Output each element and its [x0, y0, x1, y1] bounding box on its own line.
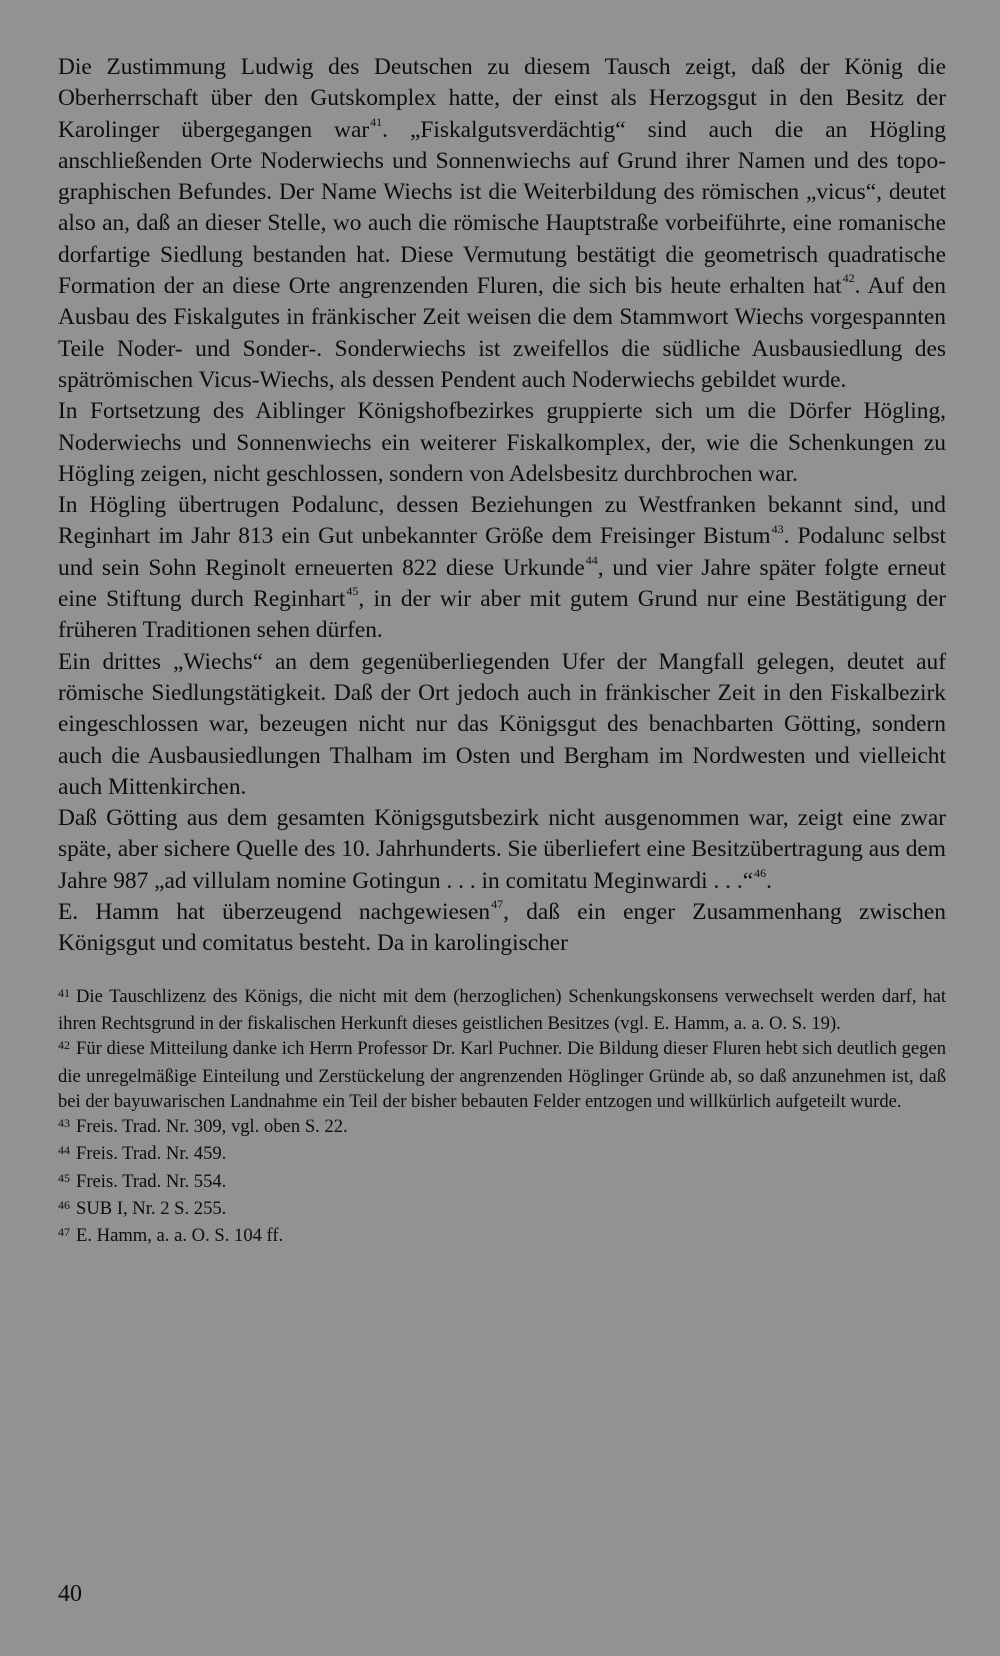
footnote	[58, 1141, 946, 1168]
footnote-text: Die Tauschlizenz des Königs, die nicht mit dem (herzoglichen) Schenkungskonsens verwechselt werden darf, hat ihren Rechtsgrund in der fiskalischen Herkunft dieses geistlichen Besitzes (vgl. E. Hamm, a. a. O. S. 19).	[58, 985, 946, 1034]
footnote-number: 46	[58, 1197, 70, 1212]
footnote-number: 45	[58, 1170, 70, 1185]
text-run: , und vier Jahre später folgte erneut eine Stiftung durch Reginhart	[58, 554, 946, 613]
text-run: E. Hamm hat überzeugend nachgewiesen	[58, 899, 491, 926]
paragraph	[58, 396, 946, 490]
text-run: . Podalunc selbst und sein Sohn Reginolt erneuerten 822 diese Urkunde	[58, 523, 946, 581]
footnote-number: 41	[58, 985, 70, 1000]
paragraph	[58, 897, 946, 960]
text-run: In Högling übertrugen Podalunc, dessen Beziehungen zu Westfranken bekannt sind, und Reginhart im Jahr 813 ein Gut unbekannter Größe dem Freisinger Bistum	[58, 492, 946, 550]
footnote	[58, 1223, 946, 1250]
text-run: . Auf den Ausbau des Fiskalgutes in fränkischer Zeit weisen die dem Stammwort Wiechs vorgespannten Teile Noder- und Sonder-. Sonderwiechs ist zweifellos die südliche Ausbausiedlung des spätrömischen Vicus-Wiechs, als dessen Pendent auch Noderwiechs gebildet wurde.	[58, 273, 947, 393]
paragraph	[58, 647, 946, 803]
text-run: , daß ein enger Zusammenhang zwischen Königsgut und comitatus besteht. Da in karolingischer	[58, 899, 947, 957]
text-run: .	[766, 867, 772, 894]
footnote-text: SUB I, Nr. 2 S. 255.	[76, 1197, 227, 1219]
footnote-text: Freis. Trad. Nr. 554.	[76, 1170, 227, 1192]
paragraph	[58, 803, 946, 897]
footnote-reference: 45	[346, 584, 359, 599]
footnote-reference: 42	[842, 271, 855, 286]
footnote-reference: 43	[771, 521, 784, 536]
footnote-number: 47	[58, 1225, 70, 1240]
footnote	[58, 1036, 946, 1114]
main-text	[58, 52, 946, 960]
page-content	[58, 52, 946, 1251]
footnote-reference: 44	[585, 552, 598, 567]
footnote-reference: 47	[491, 897, 504, 912]
footnote	[58, 1114, 946, 1141]
footnote-number: 42	[58, 1038, 70, 1053]
footnote-number: 43	[58, 1116, 70, 1131]
footnote	[58, 984, 946, 1037]
footnote-number: 44	[58, 1143, 70, 1158]
footnote-text: Für diese Mitteilung danke ich Herrn Professor Dr. Karl Puchner. Die Bildung dieser Fluren hebt sich deutlich gegen die unregelmäßige Einteilung und Zerstückelung der angrenzenden Höglinger Gründe ab, so daß anzunehmen ist, daß bei der bayuwarischen Landnahme ein Teil der bisher bebauten Felder entzogen und willkürlich aufgeteilt wurde.	[58, 1038, 946, 1112]
text-run: Daß Götting aus dem gesamten Königsgutsbezirk nicht ausgenommen war, zeigt eine zwar späte, aber sichere Quelle des 10. Jahrhunderts. Sie überliefert eine Besitzübertragung aus dem Jahre 987 „ad villulam nomine Gotingun . . . in comitatu Meginwardi . . .“	[58, 805, 946, 894]
text-run: In Fortsetzung des Aiblinger Königshofbezirkes gruppierte sich um die Dörfer Högling, Noderwiechs und Sonnenwiechs ein weiterer Fiskalkomplex, der, wie die Schenkungen zu Högling zeigen, nicht geschlossen, sondern von Adelsbesitz durchbrochen war.	[58, 398, 946, 487]
footnote-text: Freis. Trad. Nr. 309, vgl. oben S. 22.	[76, 1116, 348, 1138]
paragraph	[58, 490, 946, 646]
footnotes	[58, 984, 946, 1251]
footnote-text: Freis. Trad. Nr. 459.	[76, 1143, 227, 1165]
text-run: , in der wir aber mit gutem Grund nur eine Bestätigung der früheren Traditionen sehen dürfen.	[58, 586, 946, 644]
text-run: Ein drittes „Wiechs“ an dem gegenüberliegenden Ufer der Mangfall gelegen, deutet auf römische Siedlungstätigkeit. Daß der Ort jedoch auch in fränkischer Zeit in den Fiskalbezirk eingeschlossen war, bezeugen nicht nur das Königsgut des benachbarten Götting, sondern auch die Ausbausiedlungen Thalham im Osten und Bergham im Nordwesten und vielleicht auch Mittenkirchen.	[58, 648, 946, 800]
text-run: . „Fiskalgutsverdächtig“ sind auch die an Högling anschließenden Orte Noderwiechs und Sonnenwiechs auf Grund ihrer Namen und des topographischen Befundes. Der Name Wiechs ist die Weiterbildung des römischen „vicus“, deutet also an, daß an dieser Stelle, wo auch die römische Hauptstraße vorbeiführte, eine romanische dorfartige Siedlung bestanden hat. Diese Vermutung bestätigt die geometrisch quadratische Formation der an diese Orte angrenzenden Fluren, die sich bis heute erhalten hat	[58, 116, 947, 300]
footnote-reference: 46	[754, 865, 767, 880]
footnote	[58, 1196, 946, 1223]
text-run: Die Zustimmung Ludwig des Deutschen zu diesem Tausch zeigt, daß der König die Oberherrschaft über den Gutskomplex hatte, der einst als Herzogsgut in den Besitz der Karolinger übergegangen war	[58, 54, 946, 143]
paragraph	[58, 52, 946, 396]
footnote-text: E. Hamm, a. a. O. S. 104 ff.	[76, 1225, 284, 1247]
footnote	[58, 1169, 946, 1196]
footnote-reference: 41	[370, 114, 383, 129]
page-number: 40	[58, 1581, 82, 1607]
